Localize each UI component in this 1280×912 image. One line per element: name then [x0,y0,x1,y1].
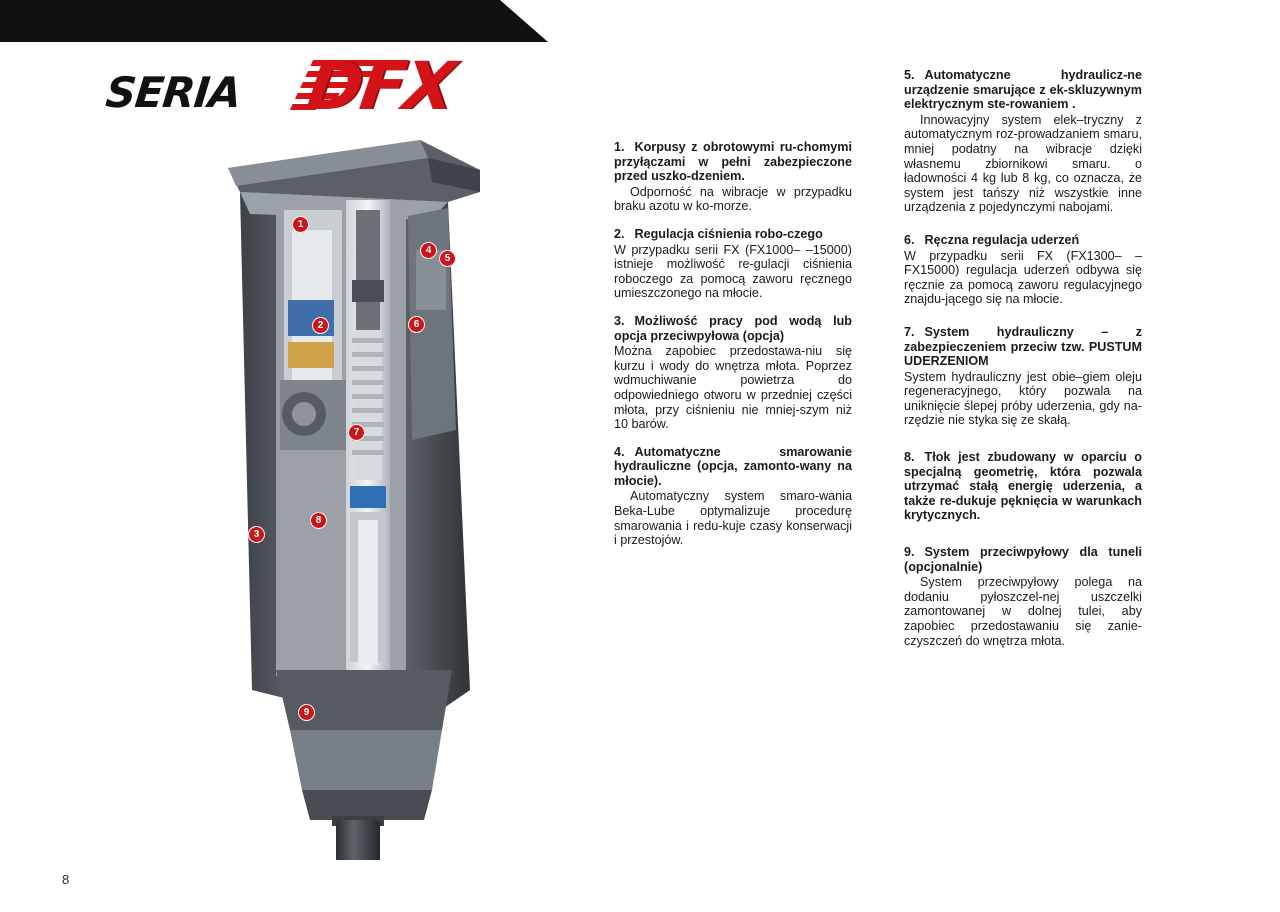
feature-block-7 [904,325,1142,428]
feature-3-title: Możliwość pracy pod wodą lub opcja przeciwpyłowa (opcja) [614,313,852,343]
callout-marker-3: 3 [248,526,265,543]
feature-5-title: Automatyczne hydraulicz‐ne urządzenie smarujące z ek‐skluzywnym elektrycznym ste‐rowaniem . [904,68,1142,112]
feature-3-heading [614,314,852,343]
feature-2-number: 2. [614,226,625,241]
feature-block-6 [904,233,1142,307]
feature-6-number: 6. [904,232,915,247]
callout-marker-5: 5 [439,250,456,267]
feature-2-body: W przypadku serii FX (FX1000– –15000) istnieje możliwość re‐gulacji ciśnienia roboczego za pomocą zaworu ręcznego umieszczonego na młocie. [614,242,852,301]
logo-series-text: SERIA [103,68,243,117]
feature-7-body: System hydrauliczny jest obie–giem oleju regeneracyjnego, który pozwala na uniknięcie ślepej próby uderzenia, gdy na‐rzędzie nie styka się ze skałą. [904,369,1142,428]
feature-4-heading [614,445,852,489]
callout-marker-2: 2 [312,317,329,334]
feature-block-5 [904,68,1142,215]
feature-9-heading [904,545,1142,574]
feature-9-title: System przeciwpyłowy dla tuneli (opcjonalnie) [904,545,1142,574]
feature-column-middle [614,140,852,561]
feature-1-body: Odporność na wibracje w przypadku braku azotu w ko‐morze. [614,184,852,214]
breaker-illustration [180,130,540,860]
feature-7-heading [904,325,1142,369]
callout-marker-1: 1 [292,216,309,233]
header-bar-notch [500,0,548,42]
feature-1-number: 1. [614,140,625,154]
feature-7-number: 7. [904,324,915,339]
feature-3-number: 3. [614,313,625,328]
callout-marker-6: 6 [408,316,425,333]
feature-2-title: Regulacja ciśnienia robo‐czego [634,226,823,241]
feature-2-heading [614,227,852,242]
feature-4-title: Automatyczne smarowanie hydrauliczne (opcja, zamonto‐wany na młocie). [614,444,852,488]
feature-block-8 [904,450,1142,523]
feature-block-9 [904,545,1142,648]
logo-dfx-text: DFX [302,48,459,125]
feature-5-heading [904,68,1142,112]
feature-9-body: System przeciwpyłowy polega na dodaniu pyłoszczel‐nej uszczelki zamontowanej w dolnej tulei, aby zapobiec przedostawaniu się zanie‐czyszczeń do wnętrza młota. [904,575,1142,648]
feature-3-body: Można zapobiec przedostawa‐niu się kurzu i wody do wnętrza młota. Poprzez wdmuchiwanie powietrza do odpowiedniego otworu w przedniej części młota, przy ciśnieniu nie mniej‐szym niż 10 barów. [614,344,852,432]
feature-8-number: 8. [904,450,915,465]
feature-6-body: W przypadku serii FX (FX1300– –FX15000) regulacja uderzeń odbywa się ręcznie za pomocą zaworu regulacyjnego znajdu‐jącego się na młocie. [904,248,1142,307]
feature-block-1 [614,140,852,214]
feature-block-2 [614,227,852,301]
feature-8-heading [904,450,1142,523]
feature-1-heading [614,140,852,184]
header-black-bar [0,0,548,42]
feature-block-3 [614,314,852,432]
feature-8-title: Tłok jest zbudowany w oparciu o specjalną geometrię, która pozwala utrzymać stałą energię uderzenia, a także re‐dukuje pęknięcia w warunkach krytycznych. [904,450,1142,523]
callout-marker-9: 9 [298,704,315,721]
feature-6-title: Ręczna regulacja uderzeń [924,232,1080,247]
callout-marker-4: 4 [420,242,437,259]
page-number: 8 [62,872,70,887]
feature-4-number: 4. [614,444,625,459]
callout-marker-7: 7 [348,424,365,441]
feature-7-title: System hydrauliczny – z zabezpieczeniem przeciw tzw. PUSTUM UDERZENIOM [904,324,1142,369]
feature-5-number: 5. [904,68,915,82]
feature-1-title: Korpusy z obrotowymi ru‐chomymi przyłączami w pełni zabezpieczone przed uszko‐dzeniem. [614,140,852,184]
feature-block-4 [614,445,852,548]
feature-5-body: Innowacyjny system elek–tryczny z automatycznym roz‐prowadzaniem smaru, mniej podatny na wibracje dzięki własnemu zbiornikowi smaru. o ładowności 4 kg lub 8 kg, co oznacza, że system jest tańszy niż wszystkie inne urządzenia z pojedynczymi nabojami. [904,112,1142,215]
callout-marker-8: 8 [310,512,327,529]
feature-4-body: Automatyczny system smaro‐wania Beka-Lube optymalizuje procedurę smarowania i redu‐kuje czasy konserwacji i przestojów. [614,489,852,548]
brand-logo [100,48,530,125]
feature-6-heading [904,233,1142,248]
feature-column-right [904,68,1142,661]
feature-9-number: 9. [904,545,915,560]
breaker-cutaway-svg [180,130,540,860]
